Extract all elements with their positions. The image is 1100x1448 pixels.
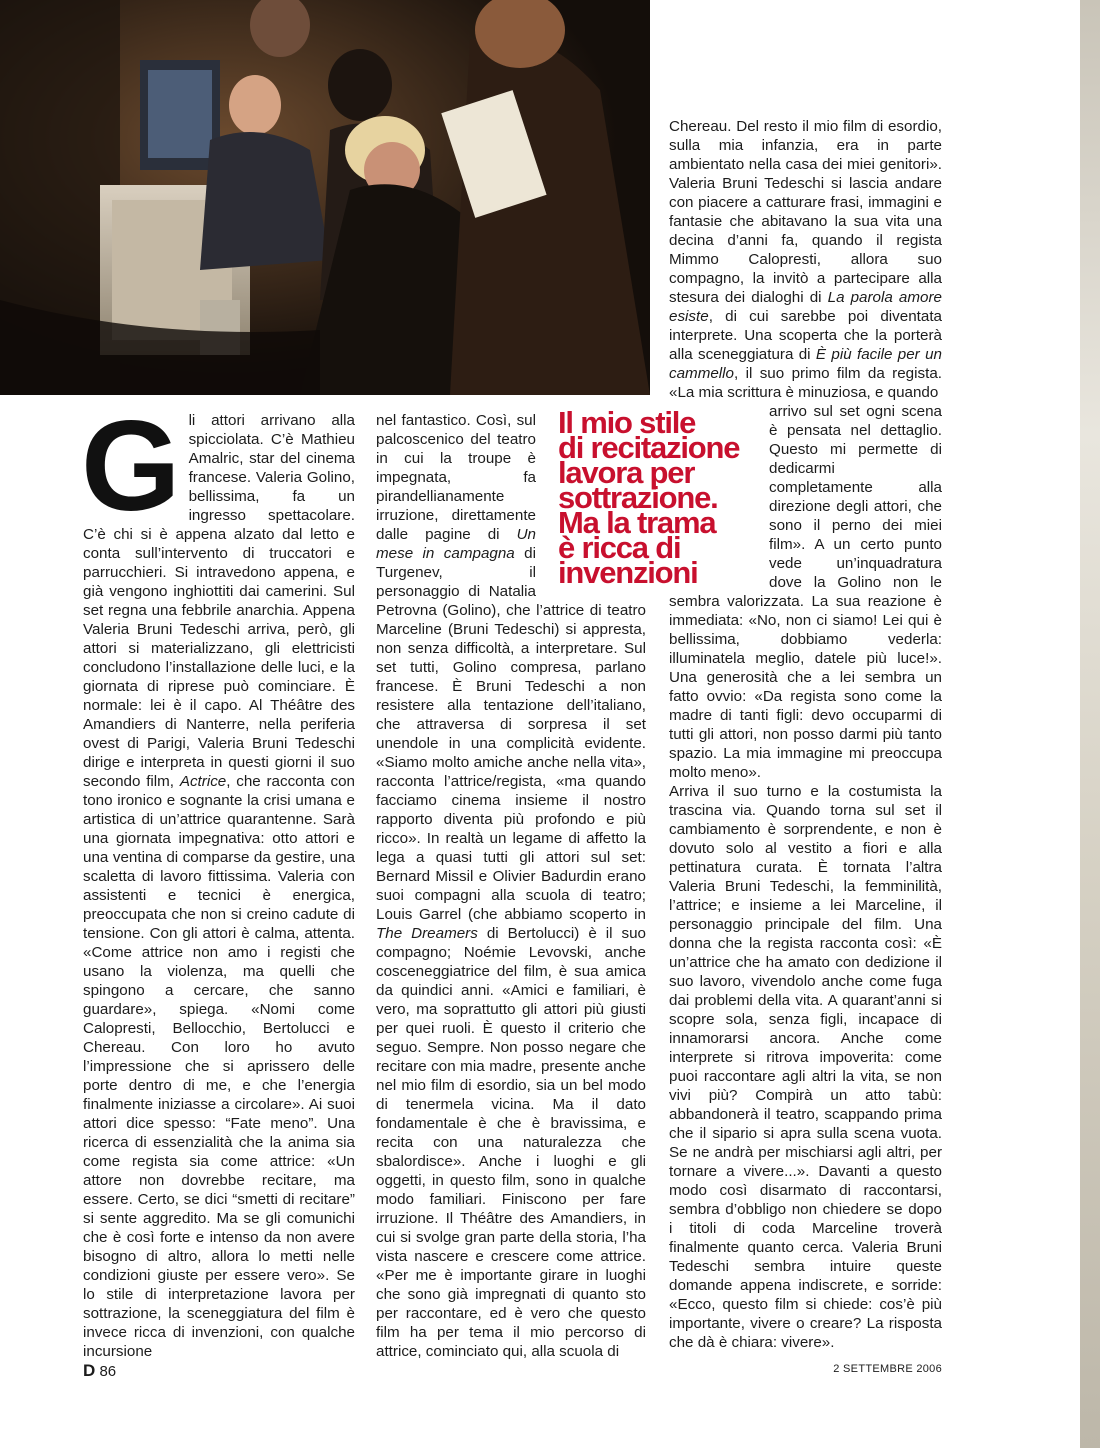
body-text: , il suo primo film da regista. «La mia scrittura è minuziosa, e quando bbox=[669, 365, 942, 401]
body-text: Chereau. Del resto il mio film di esordio, sulla mia infanzia, era in parte ambientato nella casa dei miei genitori». Valeria Bruni Tedeschi si lascia andare con piacere a catturare frasi, immagini e fantasie che abitavano la sua vita una decina d’anni fa, quando il regista Mimmo Calopresti, allora suo compagno, la invitò a partecipare alla stesura dei dialoghi di bbox=[669, 118, 942, 306]
body-text: di Bertolucci) è il suo compagno; Noémie Levovski, anche cosceneggiatrice del film, è sua amica da quindici anni. «Amici e familiari, è vero, ma soprattutto gli attori più giusti per quei ruoli. È questo il criterio che seguo. Sempre. Non posso negare che recitare con mia madre, presente anche nel mio film di esordio, sia un bel modo di tenermela vicina. Ma il dato fondamentale è che è bravissima, e recita con una naturalezza che sbalordisce». Anche i luoghi e gli oggetti, in questo film, sono in qualche modo familiari. Finiscono per fare irruzione. Il Théâtre des Amandiers, in cui si svolge gran parte della storia, l’ha vista nascere e crescere come attrice. «Per me è importante girare in luoghi che sono già impregnati di quanto sto per raccontare, ed è vero che questo film ha per tema il mio percorso di attrice, cominciato qui, alla scuola di bbox=[376, 925, 646, 1360]
film-title: The Dreamers bbox=[376, 925, 478, 942]
body-text: arrivo sul set ogni scena è pensata nel dettaglio. Questo mi permette di dedicarmi completamente alla direzione degli attori, che sono il perno dei miei film». A un certo punto vede un’inquadratura dove la Golino non le sembra valorizzata. La sua reazione è immediata: «No, non ci siamo! Lei qui è bellissima, dobbiamo vederla: illuminatela meglio, datele più luce!». Una generosità che a lei sembra un fatto ovvio: «Da regista sono come la madre di tanti figli: devo occuparmi di tutti gli attori, non posso darmi più tanto spazio. La mia immagine mi preoccupa molto meno». bbox=[669, 403, 942, 781]
page-number: 86 bbox=[99, 1363, 117, 1380]
pull-quote-line: Ma la trama bbox=[558, 505, 716, 540]
page-folio bbox=[83, 1361, 116, 1381]
pull-quote-gap bbox=[669, 402, 769, 592]
magazine-logo: D bbox=[83, 1361, 96, 1380]
article-column-2 bbox=[376, 411, 646, 1361]
film-title: È più facile per un cammello bbox=[669, 346, 942, 382]
pull-quote-line: è ricca di bbox=[558, 530, 681, 565]
drop-cap: G bbox=[81, 395, 179, 538]
page-edge-strip bbox=[1080, 0, 1100, 1448]
pull-quote-line: Il mio stile bbox=[558, 405, 696, 440]
pull-quote-gap bbox=[536, 411, 646, 586]
film-title: Actrice bbox=[179, 773, 227, 790]
issue-date: 2 SETTEMBRE 2006 bbox=[833, 1363, 942, 1375]
article-column-3 bbox=[669, 117, 942, 1352]
body-text: , di cui sarebbe poi diventata interprete. Una scoperta che la porterà alla sceneggiatura di bbox=[669, 308, 942, 363]
pull-quote-line: lavora per bbox=[558, 455, 695, 490]
film-title: La parola amore esiste bbox=[669, 289, 942, 325]
article-column-1 bbox=[81, 395, 355, 1361]
body-text: Arriva il suo turno e la costumista la trascina via. Quando torna sul set il cambiamento è sorprendente, e non è dovuto solo al vestito a fiori e alla pettinatura curata. È tornata l’altra Valeria Bruni Tedeschi, la femminilità, l’attrice; e insieme a lei Marceline, il personaggio principale del film. Una donna che la regista racconta così: «È un’attrice che ha amato con dedizione il suo lavoro, vivendolo anche come fuga dai problemi della vita. A quarant’anni si scopre sola, senza figli, incapace di innamorarsi ancora. Anche come interprete si ritrova impoverita: come puoi raccontare agli altri la vita, se non vivi più? Compirà un atto tabù: abbandonerà il teatro, scappando prima che il sipario si apra sulla scena vuota. Se ne andrà per mischiarsi agli altri, per tornare a vivere...». Davanti a questo modo così disarmato di raccontarsi, sembra d’obbligo non chiedere se dopo i titoli di coda Marceline troverà finalmente quanto cerca. Valeria Bruni Tedeschi sembra intuire queste domande appena indiscrete, e sorride: «Ecco, questo film si chiede: cos’è più importante, vivere o creare? La risposta che dà è chiara: vivere». bbox=[669, 783, 942, 1351]
film-set-photo bbox=[0, 0, 650, 395]
pull-quote-line: di recitazione bbox=[558, 430, 740, 465]
pull-quote-line: sottrazione. bbox=[558, 480, 718, 515]
pull-quote-line: invenzioni bbox=[558, 555, 698, 590]
body-text: li attori arrivano alla spicciolata. C’è Mathieu Amalric, star del cinema francese. Valeria Golino, bellissima, fa un ingresso spettacolare. C’è chi si è appena alzato dal letto e conta sull’intervento di truccatori e parrucchieri. Si intravedono appena, e già vengono inghiottiti dai camerini. Sul set regna una febbrile anarchia. Appena Valeria Bruni Tedeschi arriva, però, gli attori si materializzano, gli elettricisti concludono l’installazione delle luci, e la giornata di riprese può cominciare. È normale: lei è il capo. Al Théâtre des Amandiers di Nanterre, nella periferia ovest di Parigi, Valeria Bruni Tedeschi dirige e interpreta in questi giorni il suo secondo film, bbox=[83, 412, 355, 790]
book-title: Un mese in campagna bbox=[376, 526, 536, 562]
body-text: nel fantastico. Così, sul palcoscenico del teatro in cui la troupe è impegnata, fa pirandellianamente irruzione, direttamente dalle pagine di bbox=[376, 412, 536, 543]
body-text: di Turgenev, il personaggio di Natalia Petrovna (Golino), che l’attrice di teatro Marceline (Bruni Tedeschi) si appresta, non senza difficoltà, a interpretare. Sul set tutti, Golino compresa, parlano francese. È Bruni Tedeschi a non resistere alla tentazione dell’italiano, che attraversa di sorpresa il set unendole in una complicità evidente. «Siamo molto amiche anche nella vita», racconta l’attrice/regista, «ma quando facciamo cinema insieme il nostro rapporto diventa più profondo e più ricco». In realtà un legame di affetto la lega a quasi tutti gli attori sul set: Bernard Missil e Olivier Badurdin erano suoi compagni alla scuola di teatro; Louis Garrel (che abbiamo scoperto in bbox=[376, 545, 646, 923]
body-text: , che racconta con tono ironico e sognante la crisi umana e artistica di un’attrice quarantenne. Sarà una giornata impegnativa: otto attori e una ventina di comparse da gestire, una scaletta di lavoro fittissima. Valeria con assistenti e tecnici è energica, preoccupata che non si creino cadute di tensione. Con gli attori è calma, attenta. «Come attrice non amo i registi che usano la violenza, ma quelli che spingono a cercare, che sanno guardare», spiega. «Nomi come Calopresti, Bellocchio, Bertolucci e Chereau. Con loro ho avuto l’impressione che si aprissero delle porte dentro di me, e che l’energia finalmente iniziasse a circolare». Ai suoi attori dice spesso: “Fate meno”. Una ricerca di essenzialità che la anima sia come regista sia come attrice: «Un attore non dovrebbe recitare, ma essere. Certo, se dici “smetti di recitare” si sente aggredito. Ma se gli comunichi che è così forte e intenso da non avere bisogno di altro, allora lo metti nelle condizioni giuste per essere vero». Se lo stile di interpretazione lavora per sottrazione, la sceneggiatura del film è invece ricca di invenzioni, con qualche incursione bbox=[83, 773, 355, 1360]
